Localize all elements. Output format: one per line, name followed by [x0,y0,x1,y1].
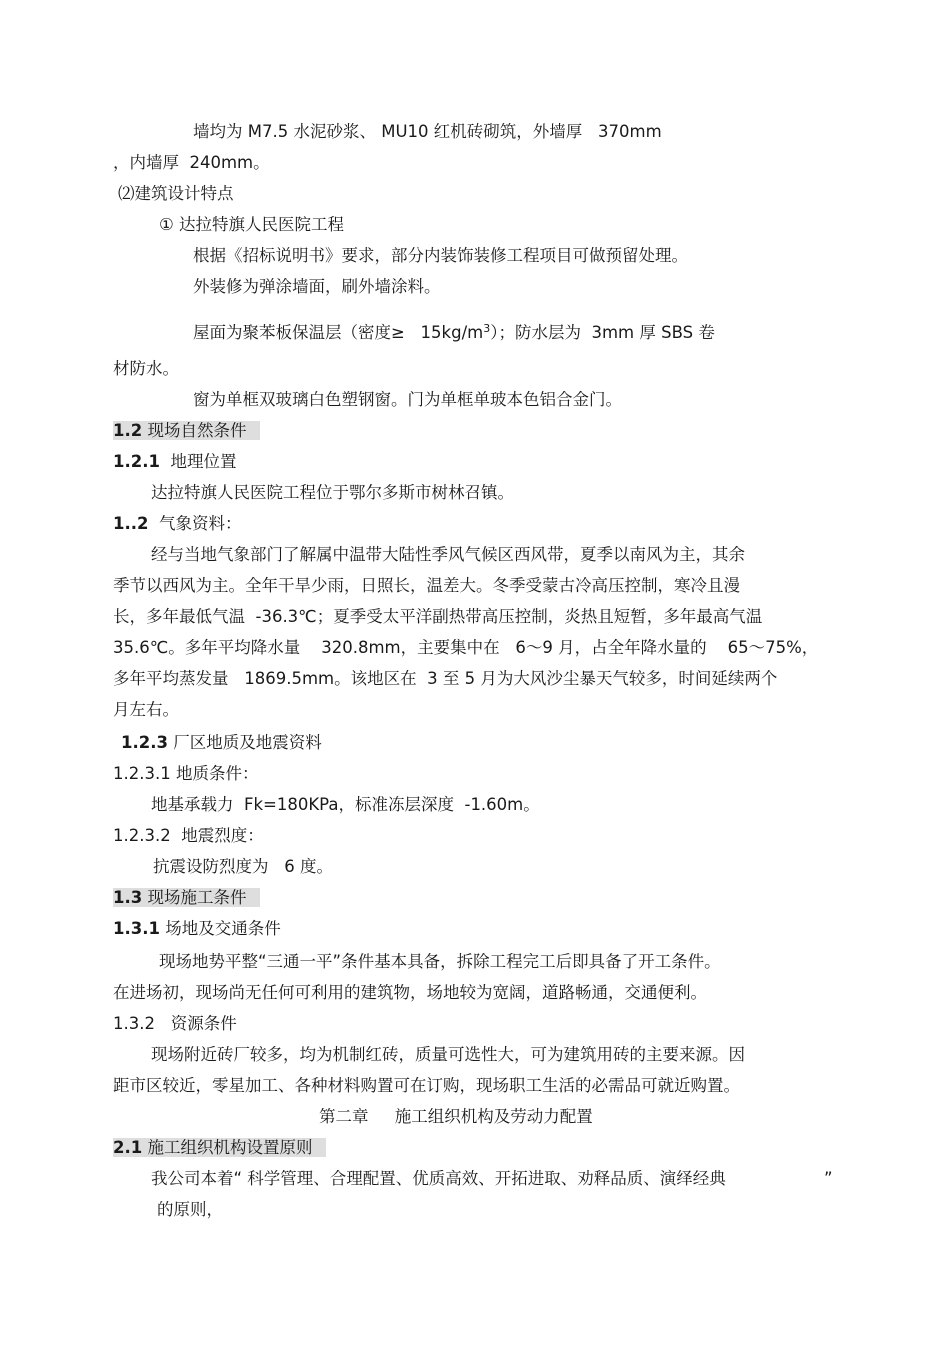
line-location: 达拉特旗人民医院工程位于鄂尔多斯市树林召镇。 [151,483,514,502]
line-geology: 地基承载力 Fk=180KPa，标准冻层深度 -1.60m。 [151,795,540,814]
heading-1-3-1: 1.3.1 场地及交通条件 [113,919,281,938]
line-1: 墙均为 M7.5 水泥砂浆、 MU10 红机砖砌筑，外墙厚 370mm [193,122,662,141]
heading-2-1-highlight: 2.1 施工组织机构设置原则 [113,1138,326,1157]
climate-line-5: 多年平均蒸发量 1869.5mm。该地区在 3 至 5 月为大风沙尘暴天气较多，时间延续两个 [113,669,778,688]
principle-line-1: 我公司本着“ 科学管理、合理配置、优质高效、开拓进取、劝释品质、演绎经典 [151,1169,726,1188]
heading-1-2-3-2: 1.2.3.2 地震烈度： [113,826,264,845]
climate-line-4: 35.6℃。多年平均降水量 320.8mm，主要集中在 6～9 月，占全年降水量的 65～75%， [113,638,819,657]
heading-1-2-highlight: 1.2 现场自然条件 [113,421,260,440]
roof-text-a: 屋面为聚苯板保温层（密度≥ 15kg/m [193,323,484,342]
resource-line-2: 距市区较近，零星加工、各种材料购置可在订购，现场职工生活的必需品可就近购置。 [113,1076,740,1095]
section-heading-design-features: ⑵建筑设计特点 [118,184,234,203]
heading-1-2-2: 1..2 气象资料： [113,514,242,533]
heading-1-2-1: 1.2.1 地理位置 [113,452,237,471]
line-roof [193,318,715,344]
climate-line-6: 月左右。 [113,700,179,719]
heading-1-3-highlight: 1.3 现场施工条件 [113,888,260,907]
heading-1-2-3: 1.2.3 厂区地质及地震资料 [121,733,322,752]
resource-line-1: 现场附近砖厂较多，均为机制红砖，质量可选性大，可为建筑用砖的主要来源。因 [151,1045,745,1064]
roof-superscript: 3 [483,322,491,335]
line-windows: 窗为单框双玻璃白色塑钢窗。门为单框单玻本色铝合金门。 [193,390,622,409]
climate-line-2: 季节以西风为主。全年干旱少雨，日照长，温差大。冬季受蒙古冷高压控制，寒冷且漫 [113,576,740,595]
principle-close-quote: ” [824,1169,833,1188]
line-exterior-finish: 外装修为弹涂墙面，刷外墙涂料。 [193,277,441,296]
line-seismic: 抗震设防烈度为 6 度。 [153,857,333,876]
line-tender-note: 根据《招标说明书》要求，部分内装饰装修工程项目可做预留处理。 [193,246,688,265]
line-2: ，内墙厚 240mm。 [113,153,270,172]
climate-line-3: 长，多年最低气温 -36.3℃；夏季受太平洋副热带高压控制，炎热且短暂，多年最高气温 [113,607,763,626]
heading-1-2-3-1: 1.2.3.1 地质条件： [113,764,259,783]
site-line-2: 在进场初，现场尚无任何可利用的建筑物，场地较为宽阔，道路畅通，交通便利。 [113,983,707,1002]
chapter-two-title: 第二章 施工组织机构及劳动力配置 [319,1107,593,1126]
heading-1-2 [113,420,260,442]
heading-1-3-2: 1.3.2 资源条件 [113,1014,237,1033]
line-roof-cont: 材防水。 [113,359,179,378]
roof-text-b: ）；防水层为 3mm 厚 SBS 卷 [490,323,715,342]
heading-1-3 [113,887,260,909]
principle-line-2: 的原则， [157,1200,223,1219]
subheading-hospital-project: ① 达拉特旗人民医院工程 [159,215,345,234]
climate-line-1: 经与当地气象部门了解属中温带大陆性季风气候区西风带，夏季以南风为主，其余 [151,545,745,564]
heading-2-1 [113,1137,326,1159]
site-line-1: 现场地势平整“三通一平”条件基本具备，拆除工程完工后即具备了开工条件。 [159,952,721,971]
